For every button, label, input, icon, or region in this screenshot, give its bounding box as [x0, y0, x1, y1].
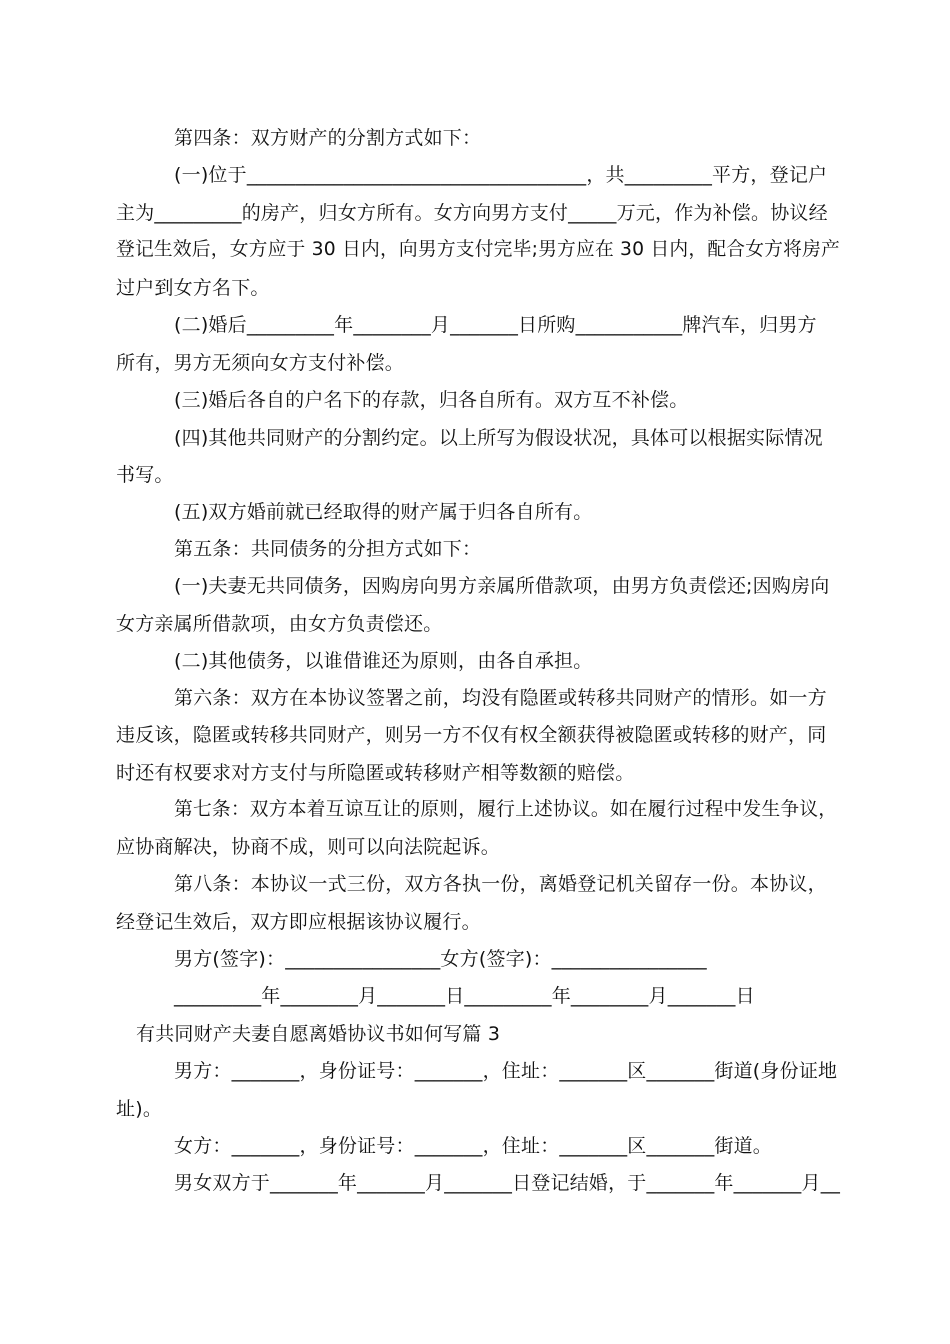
text-line: (四)其他共同财产的分割约定。以上所写为假设状况，具体可以根据实际情况 [174, 427, 823, 449]
text-line: 过户到女方名下。 [116, 277, 270, 299]
text-line: 男方：_______，身份证号：_______，住址：_______区_______街道(身份证地 [174, 1060, 838, 1082]
text-line: (一)位于___________________________________，共_________平方，登记户 [174, 164, 828, 186]
text-line: 应协商解决，协商不成，则可以向法院起诉。 [116, 836, 501, 858]
text-line: 址)。 [116, 1098, 163, 1120]
text-line: 男女双方于_______年_______月_______日登记结婚，于_______年_______月__ [174, 1172, 841, 1194]
text-line: (二)婚后_________年________月_______日所购___________牌汽车，归男方 [174, 314, 817, 336]
text-line: 第四条：双方财产的分割方式如下： [174, 127, 482, 149]
text-line: 时还有权要求对方支付与所隐匿或转移财产相等数额的赔偿。 [116, 762, 635, 784]
text-line: (三)婚后各自的户名下的存款，归各自所有。双方互不补偿。 [174, 389, 689, 411]
text-line: (五)双方婚前就已经取得的财产属于归各自所有。 [174, 501, 593, 523]
text-line: 书写。 [116, 464, 174, 486]
text-line: 经登记生效后，双方即应根据该协议履行。 [116, 911, 481, 933]
text-line: 主为_________的房产，归女方所有。女方向男方支付_____万元，作为补偿。协议经 [116, 202, 828, 224]
text-line: 第七条：双方本着互谅互让的原则，履行上述协议。如在履行过程中发生争议， [174, 799, 838, 820]
date-line: _________年________月_______日_________年________月_______日 [174, 985, 755, 1007]
text-line: 第六条：双方在本协议签署之前，均没有隐匿或转移共同财产的情形。如一方 [174, 687, 827, 709]
text-line: 登记生效后，女方应于 30 日内，向男方支付完毕;男方应在 30 日内，配合女方将房产 [116, 239, 840, 260]
text-line: 违反该，隐匿或转移共同财产，则另一方不仅有权全额获得被隐匿或转移的财产，同 [116, 724, 827, 746]
text-line: (一)夫妻无共同债务，因购房向男方亲属所借款项，由男方负责偿还;因购房向 [174, 575, 830, 597]
text-line: 所有，男方无须向女方支付补偿。 [116, 352, 405, 374]
text-line: (二)其他债务，以谁借谁还为原则，由各自承担。 [174, 650, 593, 672]
text-line: 第五条：共同债务的分担方式如下： [174, 538, 482, 560]
section-title: 有共同财产夫妻自愿离婚协议书如何写篇 3 [136, 1023, 501, 1045]
signature-line: 男方(签字)：________________女方(签字)：________________ [174, 948, 707, 970]
text-line: 女方亲属所借款项，由女方负责偿还。 [116, 613, 443, 635]
text-line: 女方：_______，身份证号：_______，住址：_______区_______街道。 [174, 1135, 773, 1157]
text-line: 第八条：本协议一式三份，双方各执一份，离婚登记机关留存一份。本协议， [174, 873, 827, 895]
